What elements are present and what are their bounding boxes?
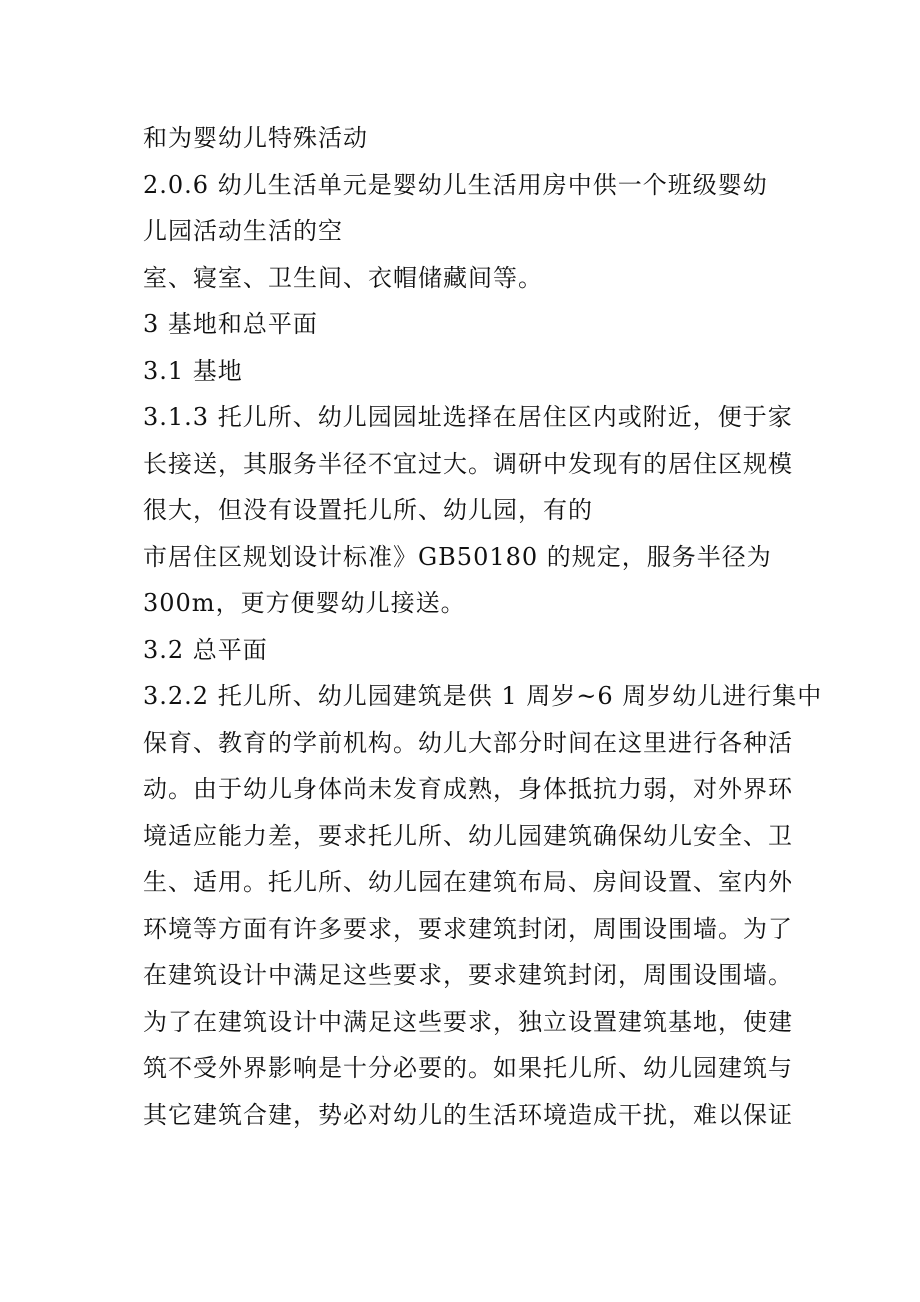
text-line: 在建筑设计中满足这些要求，要求建筑封闭，周围设围墙。 (143, 961, 793, 989)
text-line: 为了在建筑设计中满足这些要求，独立设置建筑基地，使建 (143, 1007, 793, 1036)
text-line: 其它建筑合建，势必对幼儿的生活环境造成干扰，难以保证 (143, 1100, 793, 1129)
text-line: 生、适用。托儿所、幼儿园在建筑布局、房间设置、室内外 (143, 868, 793, 896)
text-line: 长接送，其服务半径不宜过大。调研中发现有的居住区规模 (143, 449, 793, 478)
text-line: 室、寝室、卫生间、衣帽储藏间等。 (143, 263, 543, 292)
text-line: 和为婴幼儿特殊活动 (143, 124, 368, 152)
text-line: 儿园活动生活的空 (143, 217, 343, 245)
text-line: 动。由于幼儿身体尚未发育成熟，身体抵抗力弱，对外界环 (143, 775, 793, 803)
subsection-heading: 3.2 总平面 (143, 635, 268, 664)
text-line: 很大，但没有设置托儿所、幼儿园，有的 (143, 496, 593, 524)
text-line: 市居住区规划设计标准》GB50180 的规定，服务半径为 (143, 542, 772, 571)
section-heading: 3 基地和总平面 (143, 310, 318, 338)
text-line: 2.0.6 幼儿生活单元是婴幼儿生活用房中供一个班级婴幼 (143, 170, 768, 199)
document-body (143, 115, 823, 1138)
text-line: 境适应能力差，要求托儿所、幼儿园建筑确保幼儿安全、卫 (143, 821, 793, 850)
subsection-heading: 3.1 基地 (143, 356, 243, 385)
text-line: 保育、教育的学前机构。幼儿大部分时间在这里进行各种活 (143, 728, 793, 757)
text-line: 3.1.3 托儿所、幼儿园园址选择在居住区内或附近，便于家 (143, 403, 793, 431)
text-line: 环境等方面有许多要求，要求建筑封闭，周围设围墙。为了 (143, 914, 793, 943)
text-line: 3.2.2 托儿所、幼儿园建筑是供 1 周岁~6 周岁幼儿进行集中 (143, 682, 823, 710)
text-line: 300m，更方便婴幼儿接送。 (143, 589, 466, 617)
text-line: 筑不受外界影响是十分必要的。如果托儿所、幼儿园建筑与 (143, 1054, 793, 1082)
